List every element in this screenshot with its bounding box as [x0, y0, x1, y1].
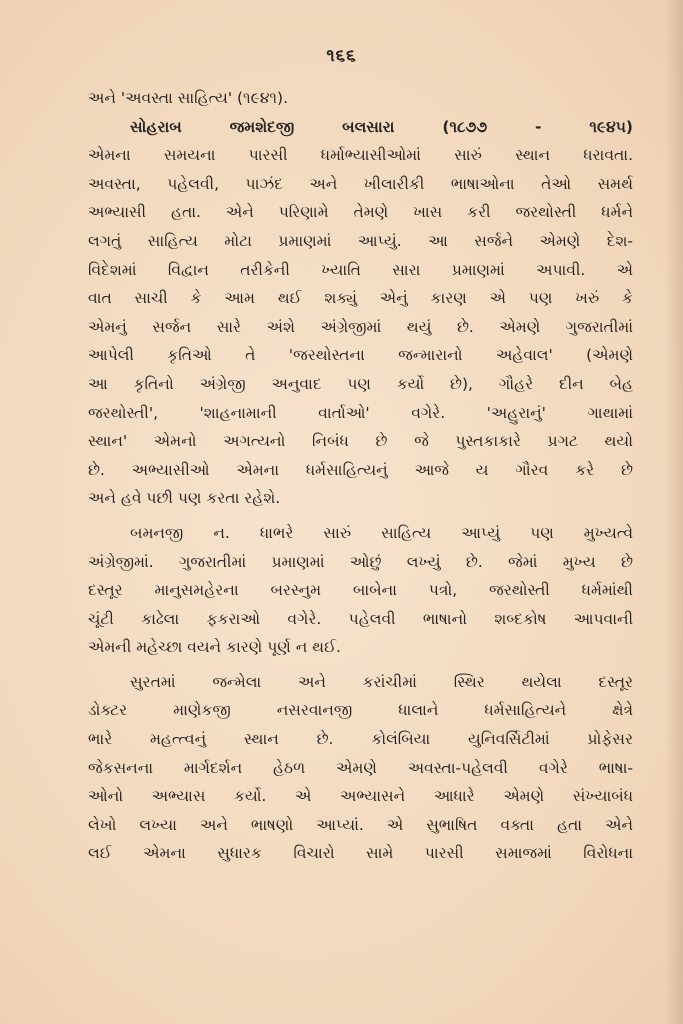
text-line: દસ્તૂર માનુસમહેરના બરસ્નુમ બાબેના પત્રો, જરથોસ્તી ધર્મમાંથી [88, 581, 633, 600]
text-line: ચૂંટી કાઢેલા ફકરાઓ વગેરે. પહેલવી ભાષાનો શબ્દકોષ આપવાની [88, 609, 633, 628]
text-line: સુરતમાં જન્મેલા અને કરાંચીમાં સ્થિર થયેલા દસ્તૂર [130, 672, 633, 691]
text-line: સ્થાન' એમનો અગત્યનો નિબંધ છે જે પુસ્તકાકારે પ્રગટ થયો [88, 432, 633, 451]
paragraph-dhabhar [88, 519, 633, 662]
text-line: લગતું સાહિત્ય મોટા પ્રમાણમાં આપ્યું. આ સર્જને એમણે દેશ- [88, 231, 633, 250]
text-line: એમના સમયના પારસી ધર્માભ્યાસીઓમાં સારું સ્થાન ધરાવતા. [88, 146, 633, 165]
text-line: અવસ્તા, પહેલવી, પાઝંદ અને ખીલારીકી ભાષાઓના તેઓ સમર્થ [88, 174, 633, 193]
page-body-text [88, 84, 633, 868]
text-line: અને 'અવસ્તા સાહિત્ય' (૧૯૪૧). [88, 89, 289, 107]
text-line: જરથોસ્તી', 'શાહનામાની વાર્તાઓ' વગેરે. 'અહુરાનું' ગાથામાં [88, 403, 633, 422]
text-line: છે. અભ્યાસીઓ એમના ધર્મસાહિત્યનું આજે ય ગૌરવ કરે છે [88, 460, 633, 479]
text-line: લેખો લખ્યા અને ભાષણો આપ્યાં. એ સુભાષિત વક્તા હતા એને [88, 815, 633, 834]
paragraph-continuation [88, 84, 633, 113]
text-line: આ કૃતિનો અંગ્રેજી અનુવાદ પણ કર્યો છે), ગૌહરે દીન બેહ [88, 374, 633, 393]
text-line: એમની મહેચ્છા વયને કારણે પૂર્ણ ન થઈ. [88, 638, 341, 657]
text-line: ભારે મહત્ત્વનું સ્થાન છે. કોલંબિયા યુનિવર્સિટીમાં પ્રોફેસર [88, 730, 633, 749]
text-line: વિદેશમાં વિદ્વાન તરીકેની ખ્યાતિ સારા પ્રમાણમાં અપાવી. એ [88, 260, 633, 279]
text-line: ડોક્ટર માણેકજી નસરવાનજી ધાલાને ધર્મસાહિત્યને ક્ષેત્રે [88, 701, 633, 720]
text-line: વાત સાચી કે આમ થઈ શક્યું એનું કારણ એ પણ ખરું કે [88, 289, 633, 308]
text-line-heading: સોહરાબ જમશેદજી બલસારા (૧૮૭૭ - ૧૯૪૫) [130, 117, 633, 136]
text-line: અભ્યાસી હતા. એને પરિણામે તેમણે ખાસ કરી જરથોસ્તી ધર્મને [88, 203, 633, 222]
text-line: બમનજી ન. ધાભરે સારું સાહિત્ય આપ્યું પણ મુખ્યત્વે [130, 523, 633, 542]
text-line: લઈ એમના સુધારક વિચારો સામે પારસી સમાજમાં વિરોધના [88, 844, 633, 863]
paragraph-balsara [88, 113, 633, 513]
paragraph-dhalla [88, 668, 633, 868]
text-line: જેકસનના માર્ગદર્શન હેઠળ એમણે અવસ્તા-પહેલવી વગેરે ભાષા- [88, 758, 633, 777]
page-edge-shadow [665, 0, 683, 1024]
text-line: ઓનો અભ્યાસ કર્યો. એ અભ્યાસને આધારે એમણે સંખ્યાબંધ [88, 787, 633, 806]
text-line: આપેલી કૃતિઓ તે 'જરથોસ્તના જન્મારાનો અહેવાલ' (એમણે [88, 346, 633, 365]
text-line: એમનું સર્જન સારે અંશે અંગ્રેજીમાં થયું છે. એમણે ગુજરાતીમાં [88, 317, 633, 336]
text-line: અંગ્રેજીમાં. ગુજરાતીમાં પ્રમાણમાં ઓછું લખ્યું છે. જેમાં મુખ્ય છે [88, 552, 633, 571]
text-line: અને હવે પછી પણ કરતા રહેશે. [88, 489, 281, 508]
page-number: ૧૬૬ [326, 46, 357, 66]
